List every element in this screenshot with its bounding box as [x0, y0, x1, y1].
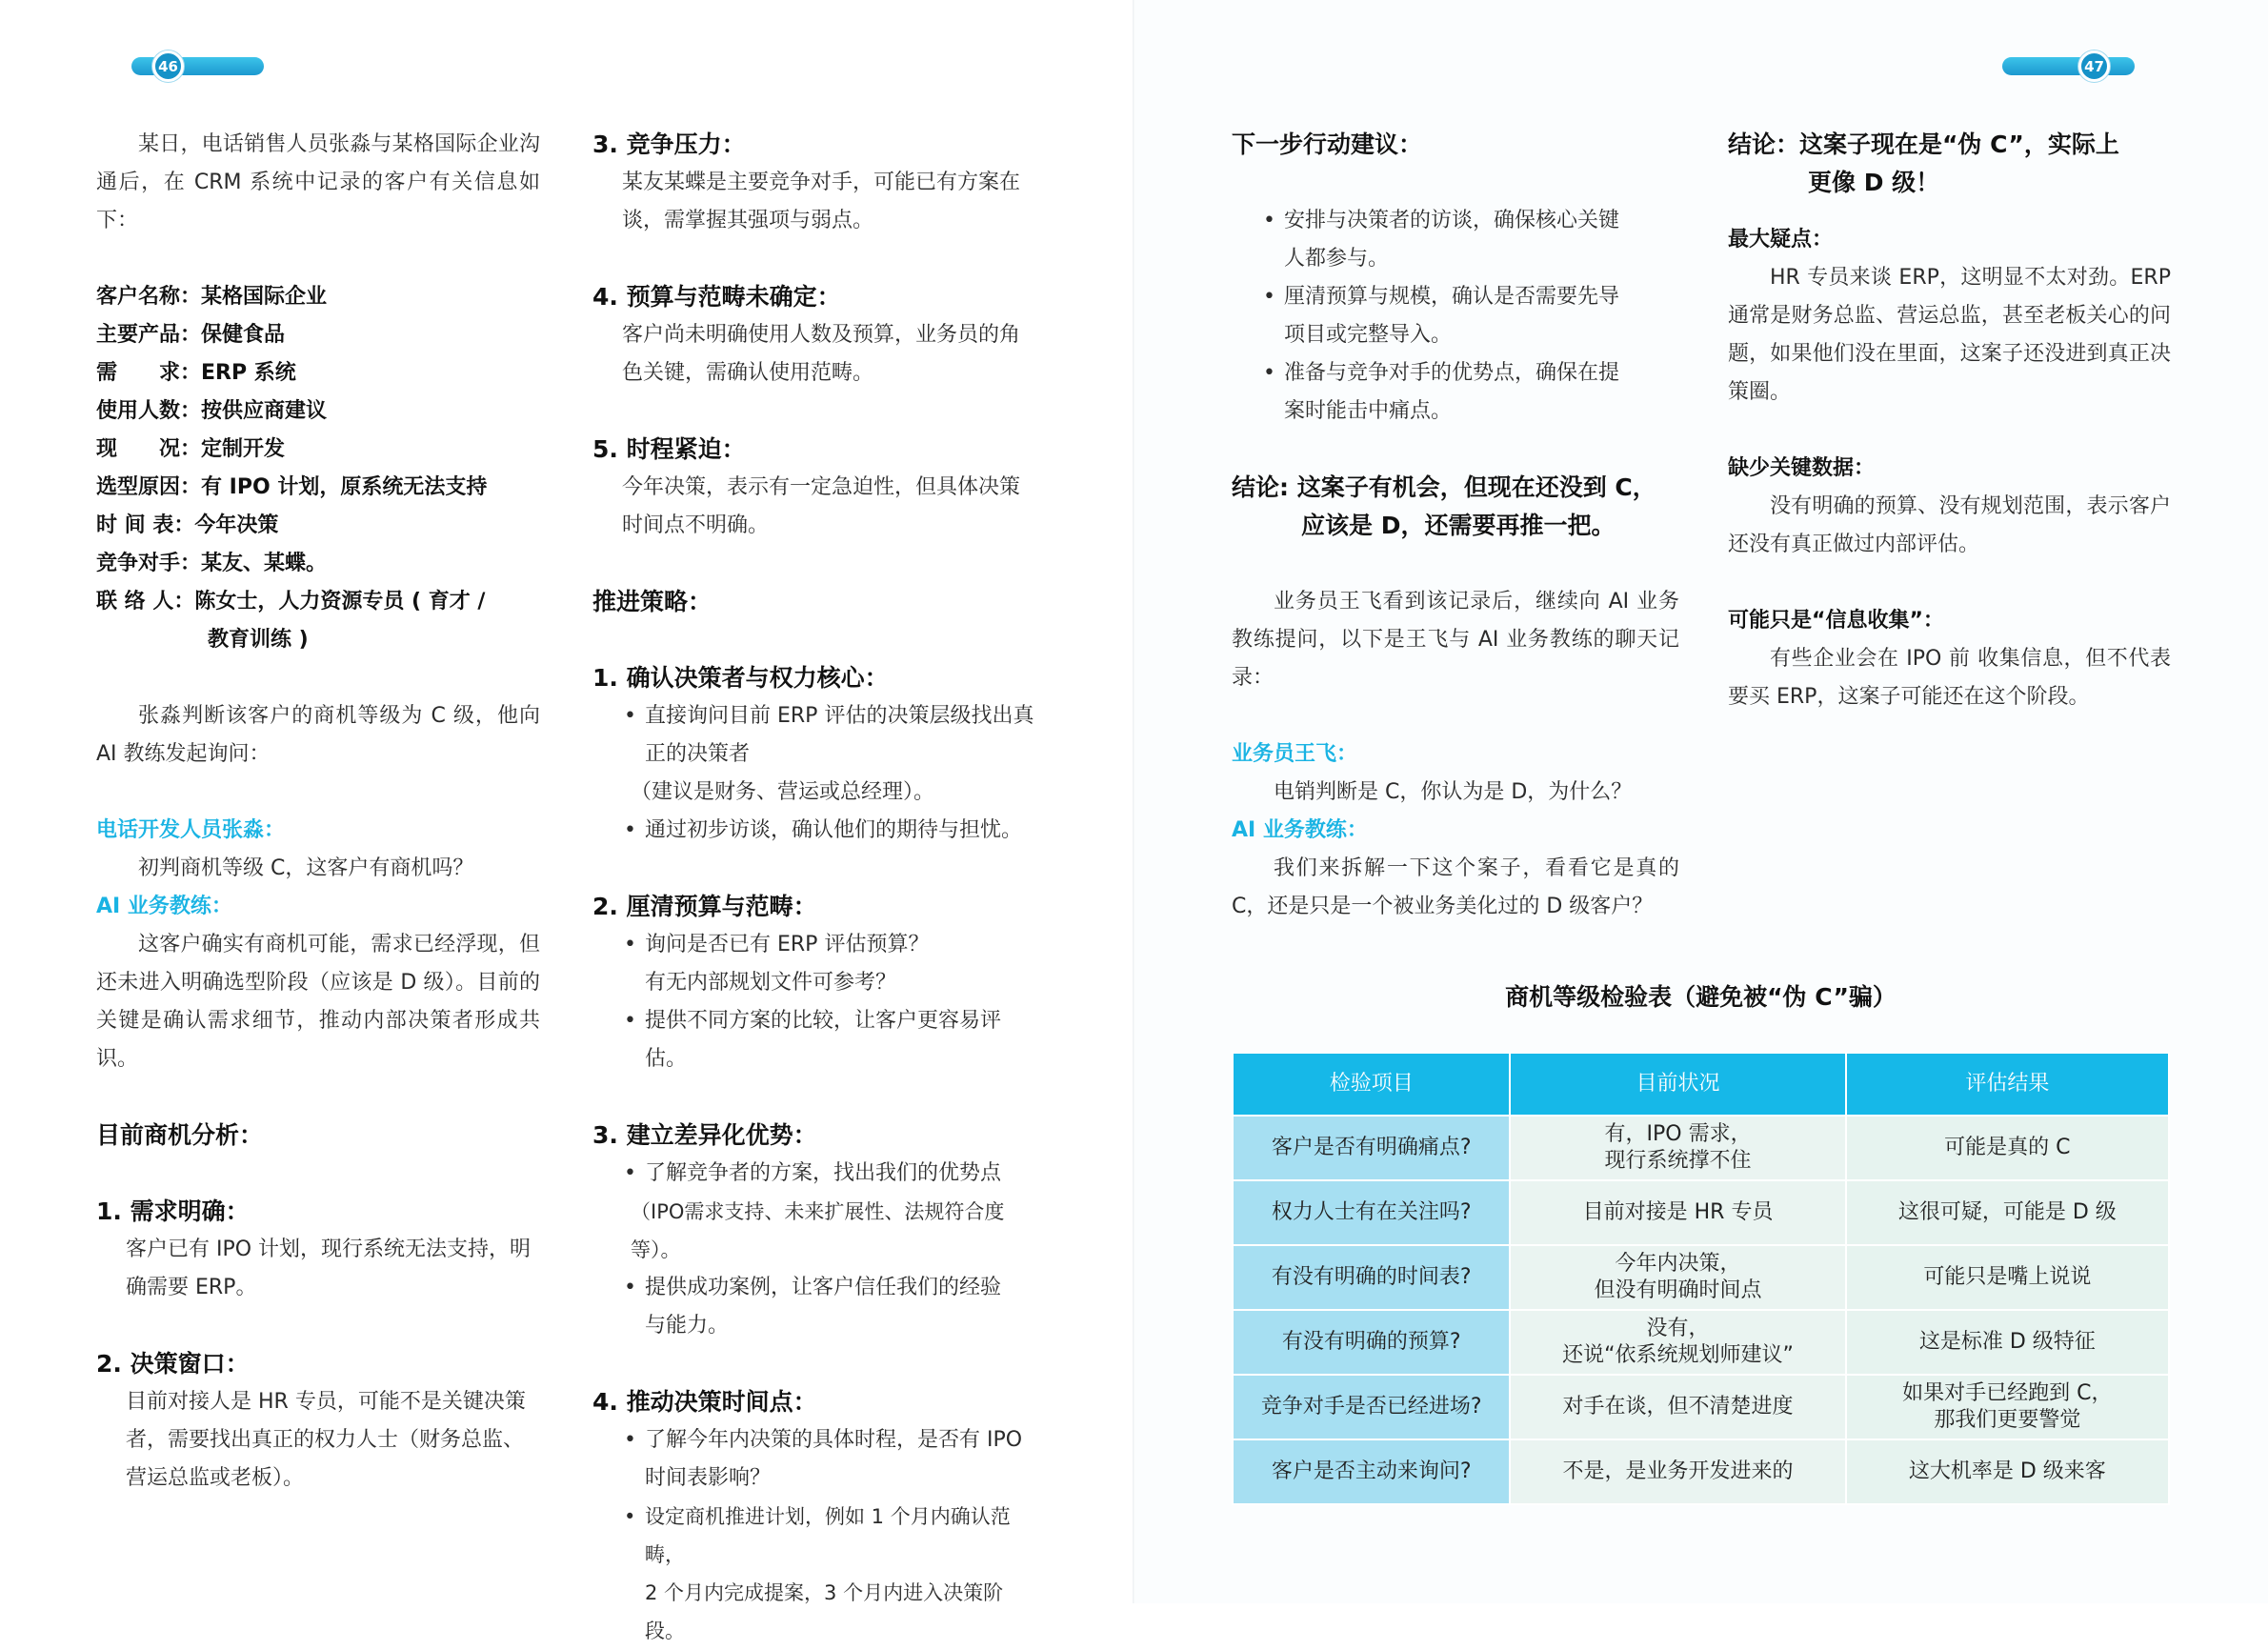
cell-status — [1510, 1180, 1845, 1245]
table-row — [1233, 1180, 2169, 1245]
cell-result-line: 可能是真的 C — [1944, 1136, 2071, 1159]
bullet-item: • 设定商机推进计划，例如 1 个月内确认范畴， — [592, 1498, 1040, 1574]
cell-status-line: 有，IPO 需求， — [1604, 1122, 1752, 1146]
bullet-item: • 厘清预算与规模，确认是否需要先导 — [1232, 278, 1679, 316]
field-key: 联 络 人： — [96, 590, 195, 614]
page-number-tab — [2002, 57, 2135, 75]
bullet-continuation: 案时能击中痛点。 — [1284, 399, 1453, 423]
conclusion-line: 结论: 这案子有机会，但现在还没到 C， — [1232, 473, 1656, 501]
cell-status-line: 现行系统撑不住 — [1604, 1149, 1752, 1173]
item-text: 某友某蝶是主要竞争对手，可能已有方案在谈，需掌握其强项与弱点。 — [622, 171, 1021, 232]
table-title: 商机等级检验表（避免被“伪 C”骗） — [1505, 983, 1897, 1011]
bullet-continuation: 与能力。 — [645, 1314, 730, 1338]
field-value: 保健食品 — [201, 323, 286, 347]
item-heading: 4. 预算与范畴未确定： — [592, 283, 841, 311]
bullet-item: • 安排与决策者的访谈，确保核心关键 — [1232, 202, 1679, 240]
strategy-heading: 3. 建立差异化优势： — [592, 1121, 817, 1149]
cell-result — [1846, 1245, 2169, 1310]
cell-result-line: 可能只是嘴上说说 — [1923, 1265, 2092, 1289]
question-text: 初判商机等级 C，这客户有商机吗？ — [138, 856, 474, 880]
conclusion-line: 更像 D 级！ — [1808, 169, 1940, 196]
cell-status — [1510, 1310, 1845, 1375]
cell-result — [1846, 1116, 2169, 1180]
item-text: 客户已有 IPO 计划，现行系统无法支持，明确需要 ERP。 — [126, 1238, 532, 1299]
item-heading: 3. 竞争压力： — [592, 131, 746, 158]
cell-result-line: 这是标准 D 级特征 — [1918, 1330, 2096, 1354]
cell-result — [1846, 1180, 2169, 1245]
cell-item — [1233, 1180, 1510, 1245]
analysis-title: 目前商机分析： — [96, 1121, 264, 1149]
cell-status-line: 还说“依系统规划师建议” — [1562, 1343, 1794, 1367]
field-value: 按供应商建议 — [201, 399, 328, 423]
cell-result — [1846, 1310, 2169, 1375]
bullet-continuation: 正的决策者 — [645, 742, 751, 766]
cell-status-line: 但没有明确时间点 — [1594, 1278, 1762, 1302]
cell-status — [1510, 1245, 1845, 1310]
field-value: 陈女士，人力资源专员 ( 育才 / — [194, 590, 486, 614]
page-number-left: 46 — [152, 50, 184, 82]
field-key: 时 间 表： — [96, 513, 195, 537]
table-header-row — [1233, 1053, 2169, 1116]
intro-paragraph: 某日，电话销售人员张淼与某格国际企业沟通后，在 CRM 系统中记录的客户有关信息如下： — [96, 132, 540, 232]
field-key: 使用人数： — [96, 399, 202, 423]
left-page — [0, 0, 1134, 1642]
cell-item-line: 有没有明确的时间表? — [1271, 1265, 1472, 1289]
conclusion-line: 应该是 D，还需要再推一把。 — [1301, 512, 1616, 539]
check-table — [1232, 1052, 2170, 1505]
table-row — [1233, 1310, 2169, 1375]
next-steps-title: 下一步行动建议： — [1232, 131, 1423, 158]
cell-status-line: 没有， — [1646, 1317, 1710, 1340]
bullet-note: （建议是财务、营运或总经理）。 — [631, 780, 935, 804]
header-item: 检验项目 — [1233, 1053, 1510, 1116]
bullet-item: • 准备与竞争对手的优势点，确保在提 — [1232, 354, 1679, 392]
doubt-text: HR 专员来谈 ERP，这明显不太对劲。ERP 通常是财务总监、营运总监，甚至老板关心的问题，如果他们没在里面，这案子还没进到真正决策圈。 — [1728, 266, 2171, 404]
customer-field — [96, 545, 540, 583]
bullet-continuation: 2 个月内完成提案，3 个月内进入决策阶段。 — [645, 1581, 1004, 1642]
cell-result-line: 如果对手已经跑到 C， — [1902, 1381, 2113, 1405]
bullet-continuation: 有无内部规划文件可参考？ — [645, 971, 897, 995]
bullet-item: • 直接询问目前 ERP 评估的决策层级找出真 — [592, 697, 1040, 735]
cell-item-line: 有没有明确的预算? — [1281, 1330, 1461, 1354]
answer-text: 这客户确实有商机可能，需求已经浮现，但还未进入明确选型阶段（应该是 D 级）。目前的关键是确认需求细节，推动内部决策者形成共识。 — [96, 933, 540, 1071]
bullet-note: （IPO需求支持、未来扩展性、法规符合度等）。 — [631, 1200, 1005, 1261]
cell-item-line: 客户是否主动来询问? — [1271, 1459, 1472, 1483]
cell-item — [1233, 1116, 1510, 1180]
cell-item-line: 权力人士有在关注吗? — [1271, 1200, 1472, 1224]
item-heading: 2. 决策窗口： — [96, 1350, 250, 1378]
cell-item — [1233, 1245, 1510, 1310]
cell-item-line: 竞争对手是否已经进场? — [1260, 1395, 1482, 1419]
cell-status-line: 今年内决策， — [1615, 1252, 1741, 1276]
cell-status — [1510, 1375, 1845, 1439]
cell-result-line: 这很可疑，可能是 D 级 — [1897, 1200, 2117, 1224]
item-heading: 5. 时程紧迫： — [592, 435, 746, 463]
cell-result-line: 这大机率是 D 级来客 — [1908, 1459, 2106, 1483]
field-value: 有 IPO 计划，原系统无法支持 — [201, 475, 488, 499]
item-heading: 1. 需求明确： — [96, 1197, 250, 1225]
field-value: ERP 系统 — [201, 361, 296, 385]
customer-field — [96, 278, 540, 316]
bullet-item: • 了解今年内决策的具体时程，是否有 IPO — [592, 1421, 1040, 1459]
strategy-heading: 1. 确认决策者与权力核心： — [592, 664, 889, 692]
column-2 — [592, 126, 1040, 1650]
cell-result-line: 那我们更要警觉 — [1934, 1408, 2081, 1432]
bullet-item: • 了解竞争者的方案，找出我们的优势点 — [592, 1155, 1040, 1193]
cell-status-line: 对手在谈，但不清楚进度 — [1562, 1395, 1794, 1419]
field-value: 某格国际企业 — [201, 285, 328, 309]
field-key: 需 求： — [96, 361, 202, 385]
table-row — [1233, 1375, 2169, 1439]
question-text: 电销判断是 C，你认为是 D，为什么？ — [1274, 780, 1633, 804]
conclusion-line: 结论：这案子现在是“伪 C”，实际上 — [1728, 131, 2119, 158]
table-row — [1233, 1116, 2169, 1180]
field-key: 现 况： — [96, 437, 202, 461]
header-result: 评估结果 — [1846, 1053, 2169, 1116]
bullet-continuation: 项目或完整导入。 — [1284, 323, 1453, 347]
table-row — [1233, 1439, 2169, 1504]
header-status: 目前状况 — [1510, 1053, 1845, 1116]
field-key: 竞争对手： — [96, 552, 202, 575]
judge-paragraph: 张淼判断该客户的商机等级为 C 级，他向 AI 教练发起询问： — [96, 704, 540, 766]
customer-field — [96, 583, 540, 621]
field-value: 定制开发 — [201, 437, 286, 461]
bullet-item: • 通过初步访谈，确认他们的期待与担忧。 — [592, 812, 1040, 850]
column-3 — [1232, 126, 1679, 926]
field-value: 某友、某蝶。 — [201, 552, 328, 575]
cell-item — [1233, 1310, 1510, 1375]
cell-item-line: 客户是否有明确痛点? — [1271, 1136, 1472, 1159]
field-key: 客户名称： — [96, 285, 202, 309]
info-gathering-text: 有些企业会在 IPO 前 收集信息，但不代表要买 ERP，这案子可能还在这个阶段。 — [1728, 647, 2171, 709]
cell-status — [1510, 1439, 1845, 1504]
customer-field — [96, 392, 540, 431]
customer-field — [96, 469, 540, 507]
strategy-heading: 4. 推动决策时间点： — [592, 1388, 817, 1416]
cell-item — [1233, 1439, 1510, 1504]
speaker-ai-coach: AI 业务教练： — [96, 895, 232, 918]
customer-field — [96, 316, 540, 354]
page-number-right: 47 — [2078, 50, 2110, 82]
customer-field — [96, 431, 540, 469]
field-key: 选型原因： — [96, 475, 202, 499]
cell-status-line: 目前对接是 HR 专员 — [1582, 1200, 1774, 1224]
item-text: 客户尚未明确使用人数及预算，业务员的角色关键，需确认使用范畴。 — [622, 323, 1021, 385]
bullet-item: • 询问是否已有 ERP 评估预算？ — [592, 926, 1040, 964]
customer-fields — [96, 278, 540, 621]
customer-field — [96, 354, 540, 392]
bullet-continuation: 人都参与。 — [1284, 247, 1390, 271]
cell-status-line: 不是，是业务开发进来的 — [1562, 1459, 1794, 1483]
column-1 — [96, 126, 540, 1498]
doubt-heading: 最大疑点： — [1728, 228, 1834, 252]
strategy-title: 推进策略： — [592, 588, 713, 615]
cell-item — [1233, 1375, 1510, 1439]
speaker-wangfei: 业务员王飞： — [1232, 742, 1358, 766]
item-text: 目前对接人是 HR 专员，可能不是关键决策者，需要找出真正的权力人士（财务总监、营运总监或老板）。 — [126, 1390, 526, 1490]
column-4 — [1728, 126, 2171, 716]
page-number-tab — [131, 57, 264, 75]
info-gathering-heading: 可能只是“信息收集”： — [1728, 609, 1944, 633]
item-text: 今年决策，表示有一定急迫性，但具体决策时间点不明确。 — [622, 475, 1021, 537]
speaker-zhangmiao: 电话开发人员张淼： — [96, 818, 286, 842]
missing-data-text: 没有明确的预算、没有规划范围，表示客户还没有真正做过内部评估。 — [1728, 494, 2171, 556]
cell-result — [1846, 1375, 2169, 1439]
cell-result — [1846, 1439, 2169, 1504]
missing-data-heading: 缺少关键数据： — [1728, 456, 1876, 480]
field-value: 今年决策 — [194, 513, 279, 537]
speaker-ai-coach: AI 业务教练： — [1232, 818, 1368, 842]
answer-text: 我们来拆解一下这个案子，看看它是真的 C，还是只是一个被业务美化过的 D 级客户？ — [1232, 856, 1679, 918]
table-row — [1233, 1245, 2169, 1310]
field-key: 主要产品： — [96, 323, 202, 347]
customer-field — [96, 507, 540, 545]
wangfei-paragraph: 业务员王飞看到该记录后，继续向 AI 业务教练提问，以下是王飞与 AI 业务教练的聊天记录： — [1232, 590, 1679, 690]
cell-status — [1510, 1116, 1845, 1180]
bullet-item: • 提供成功案例，让客户信任我们的经验 — [592, 1269, 1040, 1307]
strategy-heading: 2. 厘清预算与范畴： — [592, 893, 817, 920]
contact-continuation: 教育训练 ) — [208, 628, 309, 652]
bullet-continuation: 时间表影响？ — [645, 1466, 772, 1490]
bullet-item: • 提供不同方案的比较，让客户更容易评估。 — [592, 1002, 1040, 1078]
